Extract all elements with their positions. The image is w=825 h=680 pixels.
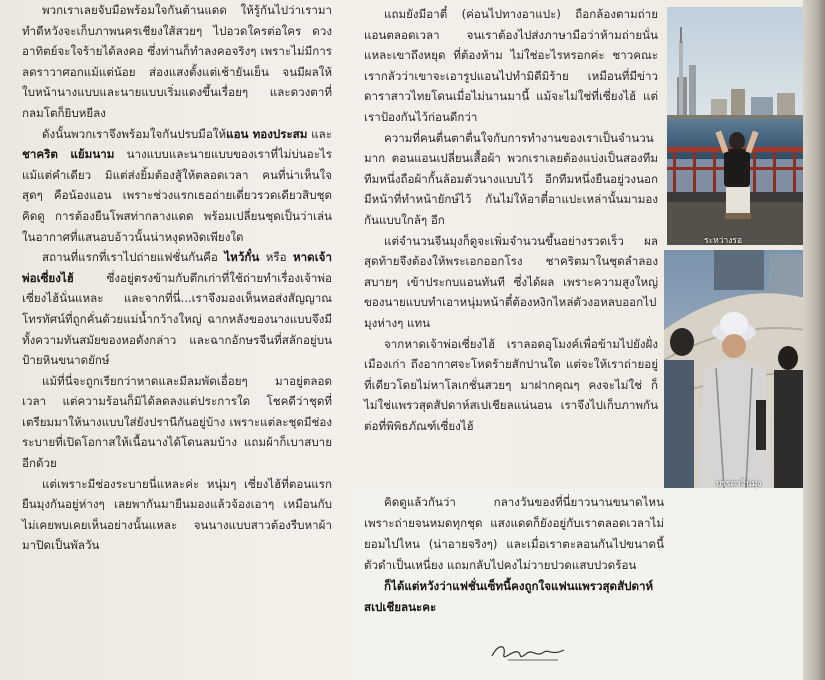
- article-paragraph: [22, 474, 332, 556]
- bold-text: แอน ทองประสม: [226, 126, 308, 141]
- photo-caption: ระหว่างรอ: [704, 236, 743, 246]
- paragraph-text: นางแบบและนายแบบของเราที่ไม่บ่นอะไรแม้แต่คำเดียว มิแต่ส่งยิ้มต้องสู้ให้ตลอดเวลา คนที่น่าเห็นใจสุดๆ คือน้องแอน เพราะช่วงแรกเธอถ่ายเดี่ยวรวดเดียวสิบชุด คิดดู การต้องยืนโพสท่ากลางแดด พร้อมเปลี่ยนชุดเป็นว่าเล่นในอากาศที่แสนอบอ้าวนั้นน่าหงุดหงิดเพียงใด: [22, 147, 332, 244]
- bold-text: ชาคริต แย้มนาม: [22, 147, 115, 162]
- paragraph-text: แต่เพราะมีช่องระบายนี่แหละค่ะ หนุ่มๆ เซี่ยงไฮ้ที่ตอนแรกยืนมุงกันอยู่ห่างๆ เลยพากันมายืนมองแล้วจ้องเอาๆ เหมือนกับไม่เคยพบเคยเห็นอย่างนั้นแหละ จนนางแบบสาวต้องรีบหาผ้ามาปิดเป็นพัลวัน: [22, 476, 332, 553]
- paragraph-text: ความที่คนตื่นตาตื่นใจกับการทำงานของเราเป็นจำนวนมาก ตอนแอนเปลี่ยนเสื้อผ้า พวกเราเลยต้องแบ่งเป็นสองทีม ทีมหนึ่งถือผ้ากั้นล้อมตัวนางแบบไว้ อีกทีมหนึ่งยืนอยู่วงนอก มีหน้าที่ทำหน้ายักษ์ไว้ กันไม่ให้อาตี๋อาแปะเหล่านั้นมามองกันแบบใกล้ๆ อีก: [364, 130, 658, 227]
- article-paragraph: [364, 576, 664, 618]
- paragraph-text: ดังนั้นพวกเราจึงพร้อมใจกันปรบมือให้: [42, 126, 227, 141]
- bold-text: ก็ได้แต่หวังว่าแฟชั่นเซ็ทนี้คงถูกใจแฟนแพรวสุดสัปดาห์สเปเชียลนะคะ: [364, 579, 654, 614]
- bold-text: หาดเจ้าพ่อเซี่ยงไฮ้: [22, 250, 332, 285]
- paragraph-text: หรือ: [259, 250, 294, 265]
- right-text-column: [364, 4, 658, 436]
- bold-text: ไหว้กั๋น: [224, 250, 260, 265]
- photo-crowd-image: [664, 250, 805, 488]
- paragraph-text: แถมยังมีอาตี๋ (ค่อนไปทางอาแปะ) ถือกล้องตามถ่ายแอนตลอดเวลา จนเราต้องไปส่งภาษามือว่าห้ามถ่ายนั่นแหละเขาถึงหยุด ที่ต้องห้าม ไม่ใช่อะไรหรอกค่ะ ชาวคณะเรากลัวว่าเขาจะเอารูปแอนไปทำมิดีมิร้าย เหมือนที่มีข่าวดาราสาวไทยโดนเมื่อไม่นานมานี้ แม้จะไม่ใช่ที่เซี่ยงไฮ้ แต่เราป้องกันไว้ก่อนดีกว่า: [364, 7, 658, 124]
- paragraph-text: พวกเราเลยจับมือพร้อมใจกันต้านแดด ให้รู้กันไปว่าเรามาทำดีหวังจะเก็บภาพนครเชียงใส้สวยๆ ไปอวดใครต่อใคร ดวงอาทิตย์จะใจร้ายได้ลงคอ ซึ่งท่านก็ทำลงคอจริงๆ เพราะไม่มีการลดราวาศอกแม้แต่น้อย ส่องแสงตั้งแต่เช้ายันเย็น จนมีผลให้ใบหน้านางแบบและนายแบบเริ่มแดงขึ้นเรื่อยๆ และดวงตาที่กลมโตก็ยิบหยีลง: [22, 3, 332, 120]
- article-paragraph: [22, 247, 332, 371]
- signature-mark: [488, 640, 568, 664]
- photo-river-bridge: [667, 7, 805, 245]
- paragraph-text: จากหาดเจ้าพ่อเซี่ยงไฮ้ เราลอดอุโมงค์เพื่อข้ามไปยังฝั่งเมืองเก่า ถึงอากาศจะโหดร้ายสักปานใด แต่จะให้เราถ่ายอยู่ที่เดียวโดยไม่หาโลเกชั่นสวยๆ มาฝากคุณๆ คงจะไม่ใช่ ก็ไม่ใช่แพรวสุดสัปดาห์สเปเชียลแน่นอน เราจึงไปเก็บภาพกันต่อที่พิพิธภัณฑ์เซี่ยงไฮ้: [364, 336, 658, 433]
- article-paragraph: [22, 0, 332, 124]
- photo-river-bridge-image: [667, 7, 805, 245]
- paragraph-text: คิดดูแล้วกันว่า กลางวันของที่นี่ยาวนานขนาดไหน เพราะถ่ายจนหมดทุกชุด แสงแดดก็ยังอยู่กับเราตลอดเวลาไม่ยอมไปไหน (น่าอายจริงๆ) และเมื่อเราตะลอนกันไปขนาดนี้ ตัวดำเป็นเหนี่ยง แถมกลับไปคงไม่วายปวดแสบปวดร้อน: [364, 495, 664, 572]
- left-text-column: [22, 0, 332, 556]
- article-paragraph: [22, 124, 332, 248]
- article-paragraph: [364, 128, 658, 231]
- article-paragraph: [364, 4, 658, 128]
- article-paragraph: [364, 334, 658, 437]
- article-paragraph: [364, 231, 658, 334]
- article-paragraph: [364, 492, 664, 576]
- photo-caption: บรรดาจีนมุง: [716, 479, 762, 489]
- bottom-text-column: [364, 492, 664, 618]
- paragraph-text: และ: [307, 126, 332, 141]
- page-spine-shadow: [803, 0, 825, 680]
- paragraph-text: แต่จำนวนจีนมุงก็ดูจะเพิ่มจำนวนขึ้นอย่างรวดเร็ว ผลสุดท้ายจึงต้องให้พระเอกออกโรง ชาคริตมาในชุดลำลองสบายๆ เข้าประกบแอนทันที ซึ่งได้ผล เพราะความสูงใหญ่ของนายแบบทำเอาหนุ่มหน้าตี๋ต้องหงิกไหล่ตัวงอหลบออกไป มุงห่างๆ แทน: [364, 233, 658, 330]
- paragraph-text: ซึ่งอยู่ตรงข้ามกับตึกเก่าที่ใช้ถ่ายทำเรื่องเจ้าพ่อเซี่ยงไฮ้นั่นแหละ และจากที่นี่...เราจึงมองเห็นหอส่งสัญญาณโทรทัศน์ที่ถูกคั่นด้วยแม่น้ำกว้างใหญ่ ฉากหลังของนางแบบจึงมีทั้งความทันสมัยของหอดังกล่าว และฉากอักษรจีนที่สลักอยู่บนป้ายหินขนาดยักษ์: [22, 270, 332, 368]
- article-paragraph: [22, 371, 332, 474]
- paragraph-text: สถานที่แรกที่เราไปถ่ายแฟชั่นกันคือ: [42, 250, 225, 265]
- paragraph-text: แม้ที่นี่จะถูกเรียกว่าหาดและมีลมพัดเอื่อยๆ มาอยู่ตลอดเวลา แต่ความร้อนก็มิได้ลดลงแต่ประการใด โชคดีว่าชุดที่เตรียมมาให้นางแบบใส่ยังปรานีกันอยู่บ้าง เพราะแต่ละชุดมีช่องระบายที่เปิดโอกาสให้เนื้อนางได้โดนลมบ้าง แถมผ้าก็เบาสบายอีกด้วย: [22, 373, 332, 471]
- photo-crowd: [664, 250, 805, 488]
